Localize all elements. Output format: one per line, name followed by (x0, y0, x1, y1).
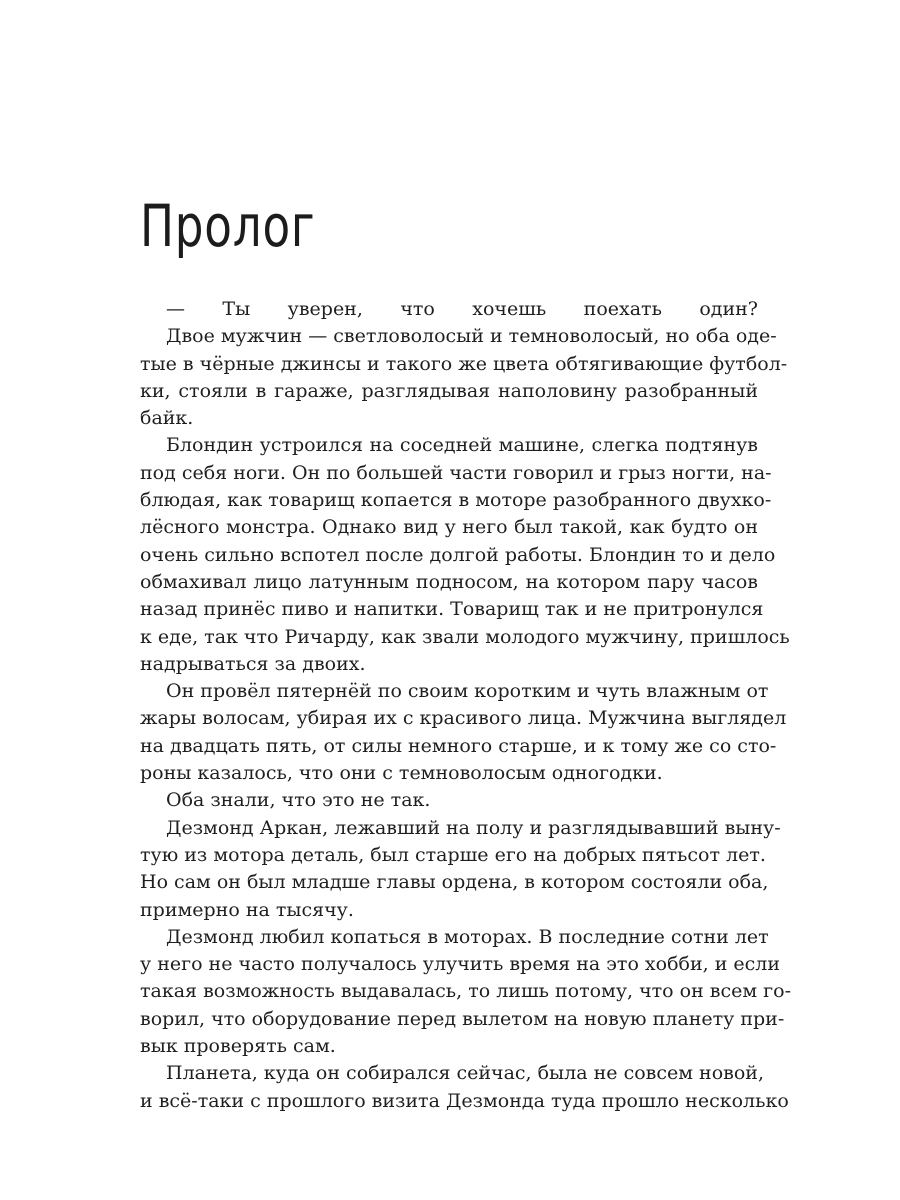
text-line: жары волосам, убирая их с красивого лица. Мужчина выглядел (140, 707, 787, 730)
text-line: у него не часто получалось улучить время на это хобби, и если (140, 953, 781, 976)
body-text (140, 296, 792, 1115)
text-line: Двое мужчин — светловолосый и темноволосый, но оба оде- (166, 325, 777, 348)
text-line: роны казалось, что они с темноволосым одногодки. (140, 762, 663, 785)
text-line: назад принёс пиво и напитки. Товарищ так и не притронулся (140, 598, 764, 621)
text-line: надрываться за двоих. (140, 652, 366, 675)
text-line: Но сам он был младше главы ордена, в котором состояли оба, (140, 871, 769, 894)
chapter-title: Пролог (140, 192, 316, 260)
text-line: Он провёл пятернёй по своим коротким и чуть влажным от (166, 680, 769, 703)
text-line: вык проверять сам. (140, 1035, 336, 1058)
text-line: тые в чёрные джинсы и такого же цвета обтягивающие футбол- (140, 352, 788, 375)
text-line: ворил, что оборудование перед вылетом на новую планету при- (140, 1007, 785, 1030)
text-line: и всё-таки с прошлого визита Дезмонда туда прошло несколько (140, 1089, 789, 1112)
text-line: к еде, так что Ричарду, как звали молодого мужчину, пришлось (140, 625, 790, 648)
text-line: под себя ноги. Он по большей части говорил и грыз ногти, на- (140, 461, 772, 484)
text-line: байк. (140, 407, 194, 430)
text-line: Оба знали, что это не так. (166, 789, 431, 812)
text-line: Дезмонд Аркан, лежавший на полу и разглядывавший выну- (166, 816, 781, 839)
text-line: лёсного монстра. Однако вид у него был такой, как будто он (140, 516, 758, 539)
text-line: блюдая, как товарищ копается в моторе разобранного двухко- (140, 489, 772, 512)
text-line: — Ты уверен, что хочешь поехать один? (166, 298, 758, 320)
text-line: тую из мотора деталь, был старше его на добрых пятьсот лет. (140, 843, 766, 866)
text-line: Дезмонд любил копаться в моторах. В последние сотни лет (166, 925, 769, 948)
text-line: Планета, куда он собирался сейчас, была не совсем новой, (166, 1062, 764, 1085)
text-line: примерно на тысячу. (140, 898, 354, 921)
text-line: обмахивал лицо латунным подносом, на котором пару часов (140, 570, 758, 593)
text-line: ки, стояли в гараже, разглядывая наполовину разобранный (140, 379, 758, 402)
text-line: такая возможность выдавалась, то лишь потому, что он всем го- (140, 980, 792, 1003)
text-line: Блондин устроился на соседней машине, слегка подтянув (166, 434, 758, 457)
text-line: очень сильно вспотел после долгой работы. Блондин то и дело (140, 543, 776, 566)
text-line: на двадцать пять, от силы немного старше, и к тому же со сто- (140, 734, 777, 757)
